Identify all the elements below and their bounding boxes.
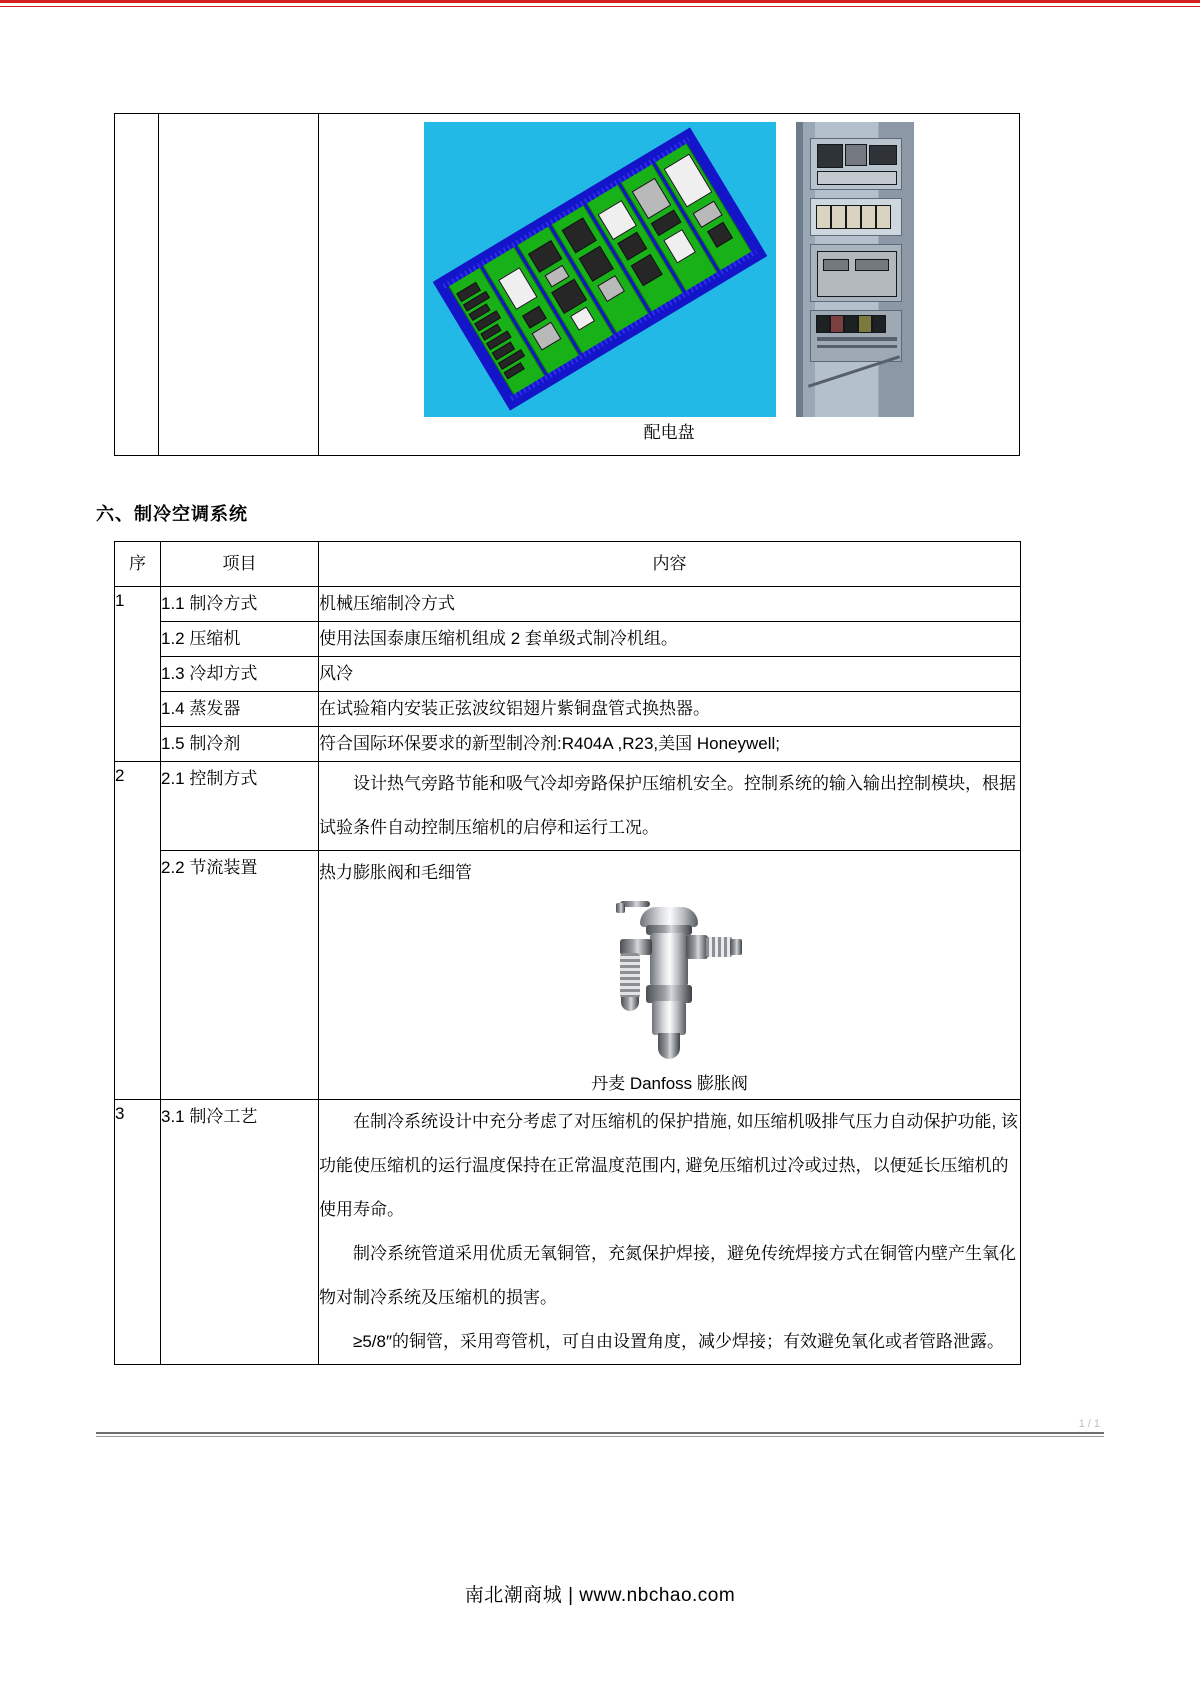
item-cell: 1.2 压缩机	[161, 622, 319, 657]
distribution-board-caption: 配电盘	[643, 423, 695, 442]
content-cell: 在试验箱内安装正弦波纹铝翅片紫铜盘管式换热器。	[319, 692, 1021, 727]
item-cell: 1.4 蒸发器	[161, 692, 319, 727]
content-paragraph: 设计热气旁路节能和吸气冷却旁路保护压缩机安全。控制系统的输入输出控制模块，根据试验条件自动控制压缩机的启停和运行工况。	[319, 774, 1016, 837]
footer-text: 南北潮商城 | www.nbchao.com	[464, 1585, 736, 1606]
refrigeration-spec-table	[114, 541, 1021, 1365]
danfoss-valve-caption: 丹麦 Danfoss 膨胀阀	[591, 1074, 748, 1093]
content-paragraph: ≥5/8″的铜管，采用弯管机，可自由设置角度，减少焊接；有效避免氧化或者管路泄露。	[353, 1332, 1004, 1351]
column-header-seq: 序	[115, 542, 161, 587]
image-content-cell	[319, 114, 1020, 456]
item-cell: 2.1 控制方式	[161, 762, 319, 851]
content-cell	[319, 851, 1021, 1100]
content-paragraph: 热力膨胀阀和毛细管	[319, 863, 472, 882]
content-paragraph: 制冷系统管道采用优质无氧铜管，充氮保护焊接，避免传统焊接方式在铜管内壁产生氧化物对制冷系统及压缩机的损害。	[319, 1244, 1016, 1307]
item-cell: 1.3 冷却方式	[161, 657, 319, 692]
content-cell	[319, 762, 1021, 851]
footer-rule-group	[96, 1432, 1104, 1437]
content-cell: 符合国际环保要求的新型制冷剂:R404A ,R23,美国 Honeywell;	[319, 727, 1021, 762]
item-cell: 1.1 制冷方式	[161, 587, 319, 622]
seq-cell-empty	[115, 114, 159, 456]
content-cell: 机械压缩制冷方式	[319, 587, 1021, 622]
item-cell: 2.2 节流装置	[161, 851, 319, 1100]
item-cell-empty	[159, 114, 319, 456]
table-row	[115, 727, 1021, 762]
content-paragraph: 在制冷系统设计中充分考虑了对压缩机的保护措施, 如压缩机吸排气压力自动保护功能, 该功能使压缩机的运行温度保持在正常温度范围内, 避免压缩机过冷或过热，以便延长压缩机的使用寿命。	[319, 1112, 1018, 1219]
table-row	[115, 1100, 1021, 1365]
table-row	[115, 851, 1021, 1100]
danfoss-expansion-valve-photo	[580, 899, 760, 1067]
section-heading: 六、制冷空调系统	[96, 504, 248, 524]
table-header-row	[115, 542, 1021, 587]
distribution-board-layout-drawing	[424, 122, 776, 417]
table-row	[115, 762, 1021, 851]
seq-cell: 1	[115, 587, 161, 762]
item-cell: 1.5 制冷剂	[161, 727, 319, 762]
item-cell: 3.1 制冷工艺	[161, 1100, 319, 1365]
electrical-cabinet-photo	[796, 122, 914, 417]
column-header-content: 内容	[319, 542, 1021, 587]
table-row	[115, 692, 1021, 727]
content-cell	[319, 1100, 1021, 1365]
table-row	[115, 657, 1021, 692]
table-row	[115, 114, 1020, 456]
content-cell: 风冷	[319, 657, 1021, 692]
column-header-item: 项目	[161, 542, 319, 587]
table-row	[115, 622, 1021, 657]
table-row	[115, 587, 1021, 622]
content-cell: 使用法国泰康压缩机组成 2 套单级式制冷机组。	[319, 622, 1021, 657]
page-number: 1 / 1	[1078, 1418, 1100, 1430]
distribution-board-table	[114, 113, 1020, 456]
seq-cell: 2	[115, 762, 161, 1100]
seq-cell: 3	[115, 1100, 161, 1365]
